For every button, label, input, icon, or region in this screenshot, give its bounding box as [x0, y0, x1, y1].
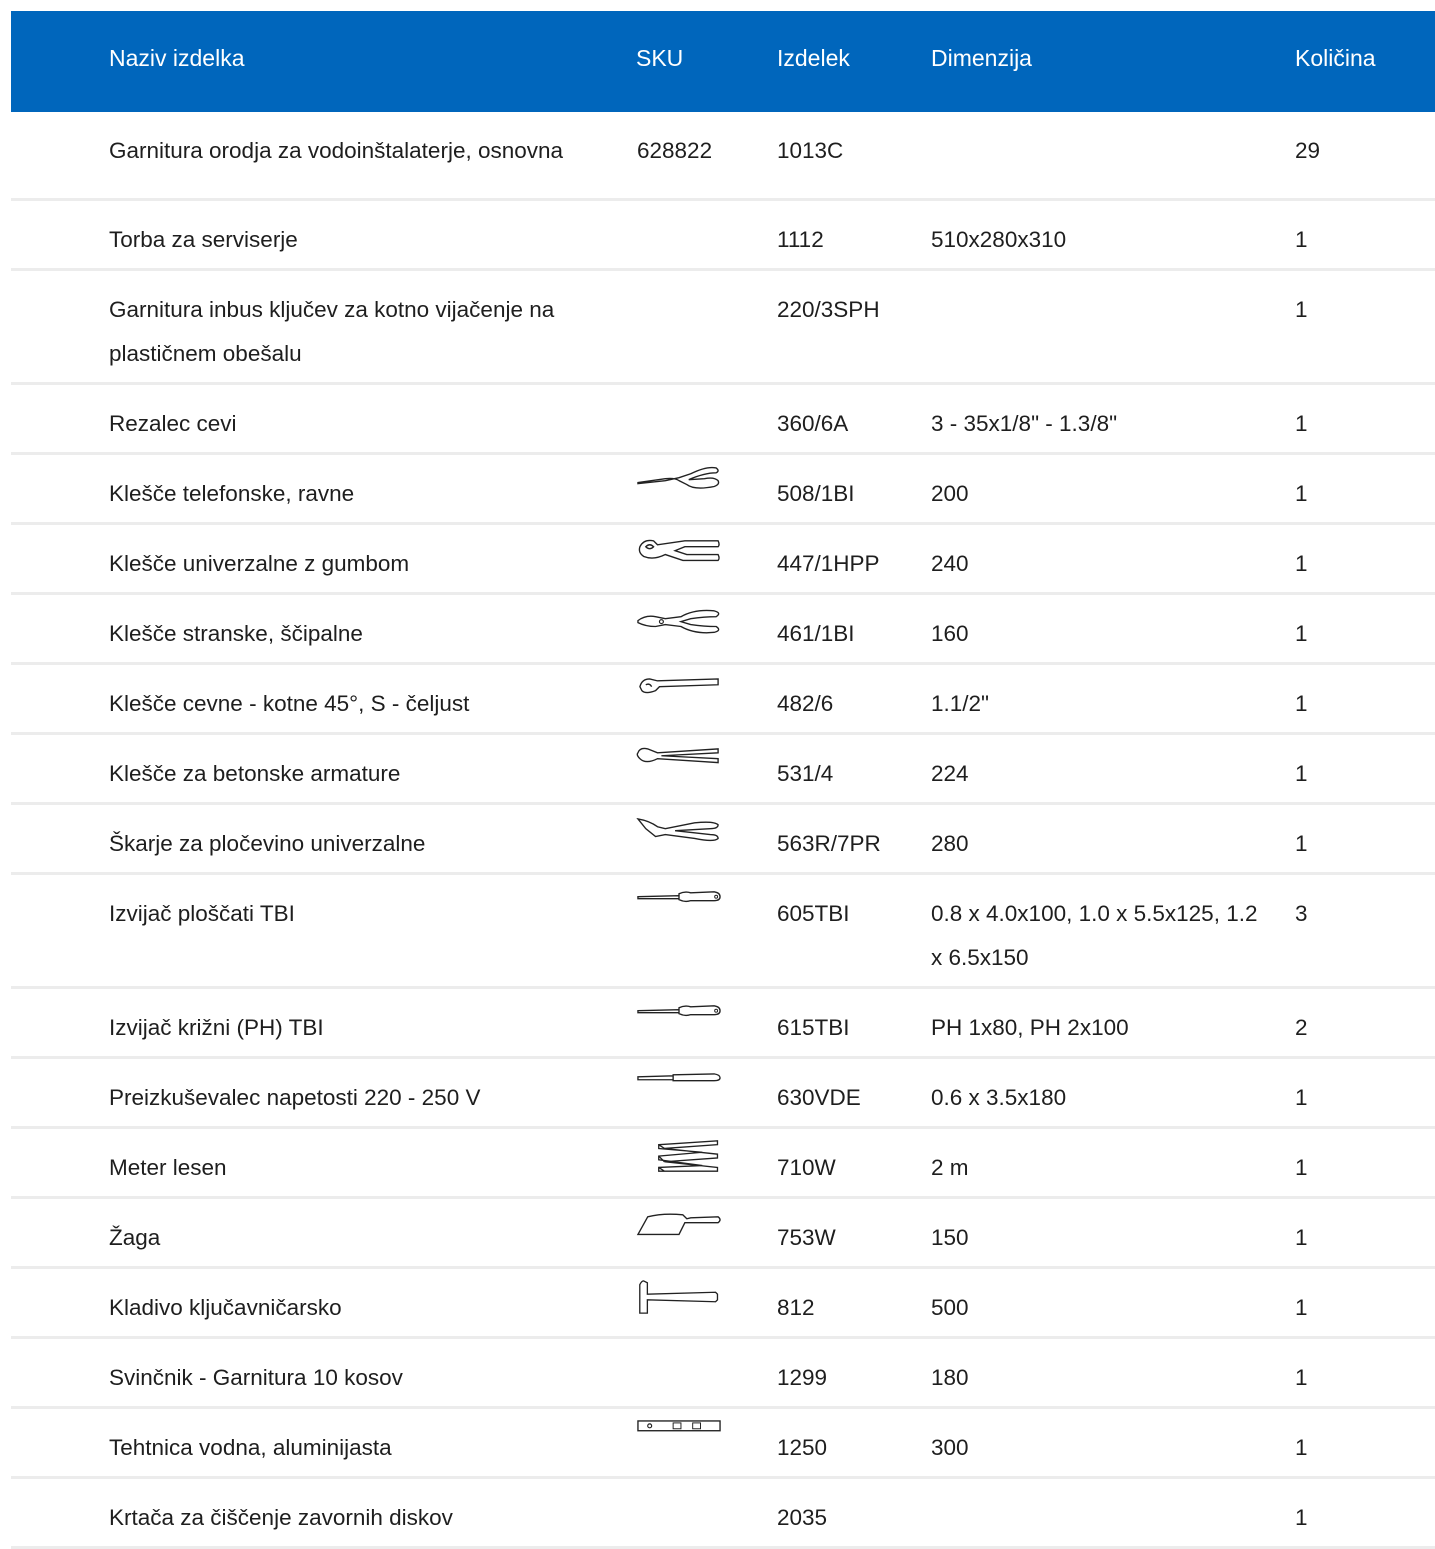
water-pump-pliers-icon: [636, 535, 722, 571]
table-row: [11, 1199, 1435, 1269]
cell-izdelek: 615TBI: [777, 1015, 850, 1040]
cell-name: Svinčnik - Garnitura 10 kosov: [109, 1365, 403, 1390]
cell-dimenzija: 200: [931, 481, 969, 506]
cell-kolicina: 1: [1295, 1225, 1308, 1250]
cell-izdelek: 220/3SPH: [777, 297, 880, 322]
cell-name: Krtača za čiščenje zavornih diskov: [109, 1505, 453, 1530]
cell-izdelek: 1299: [777, 1365, 828, 1390]
cell-name: Klešče telefonske, ravne: [109, 481, 355, 506]
side-cutters-icon: [636, 605, 722, 641]
cell-kolicina: 1: [1295, 621, 1308, 646]
table-row: [11, 525, 1435, 595]
table-body: [11, 112, 1435, 1549]
cell-izdelek: 461/1BI: [777, 621, 855, 646]
cell-name: Škarje za pločevino univerzalne: [109, 831, 426, 856]
cell-name: Izvijač križni (PH) TBI: [109, 1015, 324, 1040]
folding-rule-icon: [636, 1139, 722, 1175]
cell-name: Preizkuševalec napetosti 220 - 250 V: [109, 1085, 481, 1110]
cell-dimenzija: 0.6 x 3.5x180: [931, 1085, 1067, 1110]
cell-izdelek: 605TBI: [777, 901, 850, 926]
cell-dimenzija: 500: [931, 1295, 969, 1320]
cell-name: Izvijač ploščati TBI: [109, 901, 295, 926]
cell-dimenzija: 1.1/2": [931, 691, 990, 716]
cell-dimenzija: 2 m: [931, 1155, 969, 1180]
cell-kolicina: 2: [1295, 1015, 1308, 1040]
cell-dimenzija: 280: [931, 831, 969, 856]
cell-name: Meter lesen: [109, 1155, 227, 1180]
cell-name: Garnitura inbus ključev za kotno vijačenje na plastičnem obešalu: [109, 297, 555, 366]
cell-izdelek: 630VDE: [777, 1085, 861, 1110]
hammer-icon: [636, 1279, 722, 1315]
cell-kolicina: 1: [1295, 1155, 1308, 1180]
cell-name: Klešče univerzalne z gumbom: [109, 551, 410, 576]
cell-name: Rezalec cevi: [109, 411, 237, 436]
table-row: [11, 1129, 1435, 1199]
table-row: [11, 1339, 1435, 1409]
cell-izdelek: 360/6A: [777, 411, 849, 436]
table-header: [11, 11, 1435, 112]
cell-name: Garnitura orodja za vodoinštalaterje, osnovna: [109, 138, 564, 163]
cell-dimenzija: 240: [931, 551, 969, 576]
cell-kolicina: 1: [1295, 411, 1308, 436]
cell-name: Klešče stranske, ščipalne: [109, 621, 363, 646]
header-sku[interactable]: SKU: [636, 45, 684, 71]
cell-izdelek: 1250: [777, 1435, 828, 1460]
table-row: [11, 1409, 1435, 1479]
header-kolicina[interactable]: Količina: [1295, 45, 1376, 71]
cell-izdelek: 1013C: [777, 138, 844, 163]
phillips-screwdriver-icon: [636, 999, 722, 1035]
cell-kolicina: 1: [1295, 1365, 1308, 1390]
table-row: [11, 112, 1435, 201]
cell-kolicina: 1: [1295, 691, 1308, 716]
cell-name: Žaga: [109, 1225, 161, 1250]
table-row: [11, 595, 1435, 665]
table-row: [11, 1479, 1435, 1549]
cell-kolicina: 1: [1295, 1505, 1308, 1530]
cell-dimenzija: 180: [931, 1365, 969, 1390]
cell-kolicina: 3: [1295, 901, 1308, 926]
cell-kolicina: 1: [1295, 551, 1308, 576]
cell-izdelek: 508/1BI: [777, 481, 855, 506]
cell-izdelek: 482/6: [777, 691, 834, 716]
saw-icon: [636, 1209, 722, 1245]
pliers-icon: [636, 465, 722, 501]
table-row: [11, 1269, 1435, 1339]
cell-izdelek: 447/1HPP: [777, 551, 880, 576]
cell-dimenzija: 3 - 35x1/8" - 1.3/8": [931, 411, 1118, 436]
cell-izdelek: 1112: [777, 227, 824, 252]
cell-izdelek: 531/4: [777, 761, 834, 786]
cell-dimenzija: PH 1x80, PH 2x100: [931, 1015, 1129, 1040]
cell-kolicina: 1: [1295, 1295, 1308, 1320]
tin-snips-icon: [636, 815, 722, 851]
table-row: [11, 665, 1435, 735]
cell-dimenzija: 150: [931, 1225, 969, 1250]
cell-name: Klešče za betonske armature: [109, 761, 401, 786]
flat-screwdriver-icon: [636, 885, 722, 921]
cell-kolicina: 1: [1295, 481, 1308, 506]
table-row: [11, 385, 1435, 455]
cell-izdelek: 563R/7PR: [777, 831, 881, 856]
cell-dimenzija: 0.8 x 4.0x100, 1.0 x 5.5x125, 1.2 x 6.5x150: [931, 901, 1258, 970]
header-dimenzija[interactable]: Dimenzija: [931, 45, 1032, 71]
cell-dimenzija: 510x280x310: [931, 227, 1067, 252]
table-row: [11, 1059, 1435, 1129]
cell-name: Tehtnica vodna, aluminijasta: [109, 1435, 392, 1460]
spirit-level-icon: [636, 1419, 722, 1455]
rebar-pincers-icon: [636, 745, 722, 781]
cell-kolicina: 1: [1295, 297, 1308, 322]
header-name[interactable]: Naziv izdelka: [109, 45, 245, 71]
cell-name: Kladivo ključavničarsko: [109, 1295, 342, 1320]
cell-dimenzija: 160: [931, 621, 969, 646]
table-row: [11, 201, 1435, 271]
cell-kolicina: 29: [1295, 138, 1321, 163]
cell-izdelek: 710W: [777, 1155, 836, 1180]
table-row: [11, 805, 1435, 875]
voltage-tester-icon: [636, 1069, 722, 1105]
cell-sku: 628822: [637, 138, 713, 163]
table-row: [11, 735, 1435, 805]
product-table: [11, 11, 1435, 1549]
cell-kolicina: 1: [1295, 761, 1308, 786]
table-row: [11, 271, 1435, 385]
cell-izdelek: 812: [777, 1295, 815, 1320]
cell-dimenzija: 300: [931, 1435, 969, 1460]
table-row: [11, 875, 1435, 989]
table-row: [11, 989, 1435, 1059]
cell-kolicina: 1: [1295, 227, 1308, 252]
cell-name: Torba za serviserje: [109, 227, 298, 252]
cell-izdelek: 753W: [777, 1225, 836, 1250]
pipe-wrench-icon: [636, 675, 722, 711]
cell-name: Klešče cevne - kotne 45°, S - čeljust: [109, 691, 470, 716]
cell-dimenzija: 224: [931, 761, 969, 786]
table-row: [11, 455, 1435, 525]
cell-kolicina: 1: [1295, 1435, 1308, 1460]
header-izdelek[interactable]: Izdelek: [777, 45, 850, 71]
cell-izdelek: 2035: [777, 1505, 828, 1530]
cell-kolicina: 1: [1295, 831, 1308, 856]
cell-kolicina: 1: [1295, 1085, 1308, 1110]
